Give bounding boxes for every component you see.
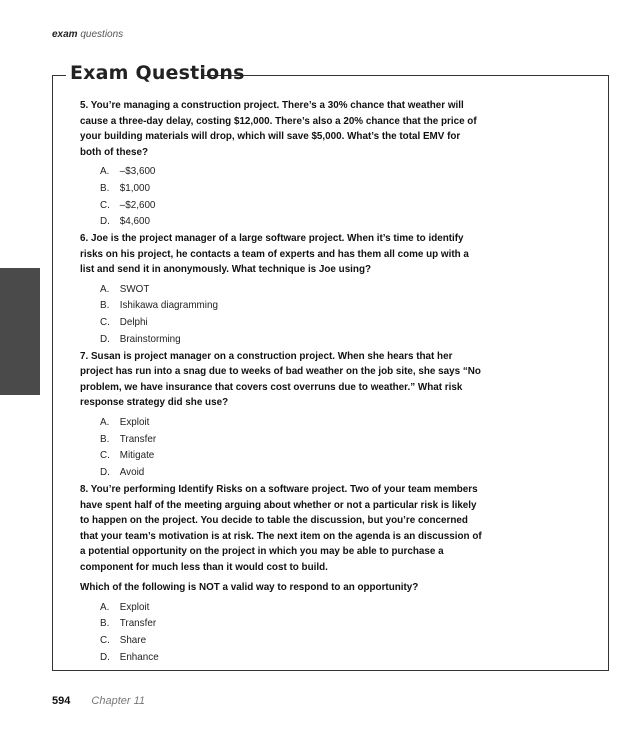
section-title: Exam Questions (70, 62, 245, 84)
option: B. Ishikawa diagramming (100, 299, 218, 312)
question-8: 8. You’re performing Identify Risks on a software project. Two of your team members have spent half of the meeting arguing about whether or not a particular risk is likely to happen on the project. You decide to table the discussion, but you’re concerned that your team’s motivation is at risk. The next item on the agenda is an discussion of a potential opportunity on the project in which you may be able to purchase a component for much less than it would cost to build. (80, 483, 482, 573)
option: D. Enhance (100, 650, 159, 663)
frame-top-rule-left (52, 75, 66, 76)
option: B. Transfer (100, 617, 157, 630)
question-7: 7. Susan is project manager on a construction project. When she hears that her project has run into a snag due to weeks of bad weather on the job site, she says “No problem, we have insurance that covers cost overruns due to weather.” What risk response strategy did she use? (80, 349, 481, 409)
chapter-side-tab (0, 268, 40, 395)
question-5: 5. You’re managing a construction project. There’s a 30% chance that weather will cause a three-day delay, costing $12,000. There’s also a 20% chance that the price of your building materials will drop, which will save $5,000. What’s the total EMV for both of these? (80, 99, 477, 158)
option: C. Mitigate (100, 449, 155, 462)
frame-top-rule-right (203, 75, 609, 76)
chapter-label: Chapter 11 (91, 695, 146, 707)
question-5-options (100, 163, 485, 230)
page-footer (52, 695, 145, 707)
question-7-options (100, 414, 485, 481)
questions-content (80, 98, 485, 667)
option: C. Delphi (100, 316, 148, 329)
option: C. Share (100, 634, 147, 647)
option: A. Exploit (100, 415, 150, 428)
question-6-options (100, 281, 485, 348)
option: B. $1,000 (100, 181, 150, 194)
running-head-rest: questions (80, 29, 124, 40)
running-head-bold: exam (52, 29, 78, 40)
running-head (52, 29, 123, 40)
option: A. –$3,600 (100, 165, 156, 177)
question-6: 6. Joe is the project manager of a large software project. When it’s time to identify risks on his project, he contacts a team of experts and has them all come up with a list and send it in anonymously. What technique is Joe using? (80, 232, 469, 276)
option: C. –$2,600 (100, 198, 156, 211)
option: A. Exploit (100, 600, 150, 613)
page-number: 594 (52, 695, 71, 707)
option: D. Brainstorming (100, 333, 181, 346)
option: D. Avoid (100, 466, 145, 479)
option: D. $4,600 (100, 215, 150, 228)
option: A. SWOT (100, 282, 150, 295)
question-8-prompt: Which of the following is NOT a valid way to respond to an opportunity? (80, 581, 419, 594)
question-8-options (100, 599, 485, 666)
option: B. Transfer (100, 432, 157, 445)
